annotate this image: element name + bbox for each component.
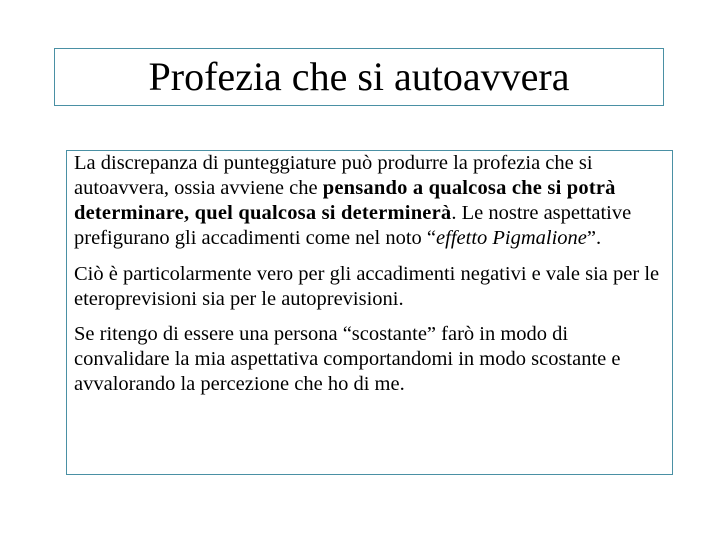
title-box — [54, 48, 664, 106]
content-box — [66, 150, 673, 475]
paragraph-punteggiatura — [74, 151, 666, 251]
slide-title: Profezia che si autoavvera — [148, 54, 570, 99]
paragraph-text: La discrepanza di punteggiature può produrre la profezia che si autoavvera, ossia avviene che — [74, 152, 593, 199]
paragraph-accadimenti-negativi: Ciò è particolarmente vero per gli accadimenti negativi e vale sia per le eteroprevisioni sia per le autoprevisioni. — [74, 263, 660, 310]
paragraph-text: . Le nostre aspettative prefigurano gli accadimenti come nel noto “ — [74, 202, 632, 249]
paragraph-text: ”. — [586, 227, 602, 249]
bold-emphasis: pensando a qualcosa che si potrà determinare, quel qualcosa si determinerà — [74, 177, 616, 224]
paragraph-esempio-scostante: Se ritengo di essere una persona “scostante” farò in modo di convalidare la mia aspettativa comportandomi in modo scostante e avvalorando la percezione che ho di me. — [74, 323, 621, 395]
italic-emphasis: effetto Pigmalione — [436, 227, 587, 249]
